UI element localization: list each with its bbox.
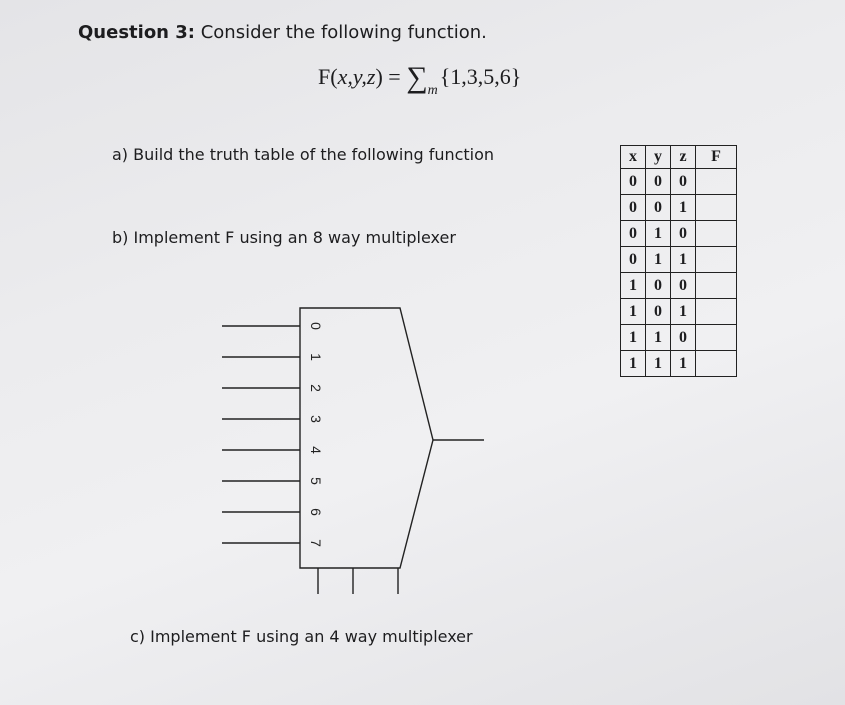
cell-z: 1 — [671, 195, 696, 221]
sigma-subscript: m — [427, 83, 438, 98]
minterm-set: {1,3,5,6} — [439, 64, 522, 89]
cell-x: 0 — [621, 247, 646, 273]
mux-input-label: 6 — [308, 508, 324, 516]
mux-input-label: 3 — [308, 415, 324, 423]
cell-z: 0 — [671, 273, 696, 299]
cell-x: 0 — [621, 221, 646, 247]
cell-z: 1 — [671, 299, 696, 325]
formula-eq: ) = — [375, 64, 407, 89]
mux-body — [300, 308, 433, 568]
cell-z: 1 — [671, 247, 696, 273]
mux-inputs — [222, 322, 324, 547]
cell-x: 1 — [621, 325, 646, 351]
cell-y: 1 — [646, 247, 671, 273]
mux-input-label: 5 — [308, 477, 324, 485]
question-text: Consider the following function. — [194, 22, 487, 43]
header-f: F — [696, 146, 737, 169]
header-y: y — [646, 146, 671, 169]
mux-input-label: 4 — [308, 446, 324, 454]
cell-z: 0 — [671, 221, 696, 247]
header-z: z — [671, 146, 696, 169]
cell-y: 0 — [646, 195, 671, 221]
cell-y: 1 — [646, 351, 671, 377]
formula-vars: x,y,z — [337, 64, 376, 89]
formula-lhs: F( — [318, 64, 338, 89]
cell-y: 1 — [646, 325, 671, 351]
question-label: Question 3: — [78, 22, 195, 43]
mux-input-label: 1 — [308, 353, 324, 361]
part-a-text: a) Build the truth table of the following function — [112, 145, 495, 164]
cell-x: 1 — [621, 273, 646, 299]
mux-input-label: 2 — [308, 384, 324, 392]
cell-x: 1 — [621, 299, 646, 325]
cell-z: 0 — [671, 325, 696, 351]
cell-y: 0 — [646, 299, 671, 325]
cell-z: 0 — [671, 169, 696, 195]
cell-x: 0 — [621, 195, 646, 221]
part-b-text: b) Implement F using an 8 way multiplexer — [112, 228, 456, 247]
cell-y: 1 — [646, 221, 671, 247]
cell-x: 1 — [621, 351, 646, 377]
mux-input-label: 0 — [308, 322, 324, 330]
part-c-text: c) Implement F using an 4 way multiplexer — [130, 627, 473, 646]
cell-z: 1 — [671, 351, 696, 377]
sigma-symbol: ∑ — [406, 61, 428, 94]
header-x: x — [621, 146, 646, 169]
cell-y: 0 — [646, 273, 671, 299]
mux-input-label: 7 — [308, 539, 324, 547]
cell-y: 0 — [646, 169, 671, 195]
cell-x: 0 — [621, 169, 646, 195]
